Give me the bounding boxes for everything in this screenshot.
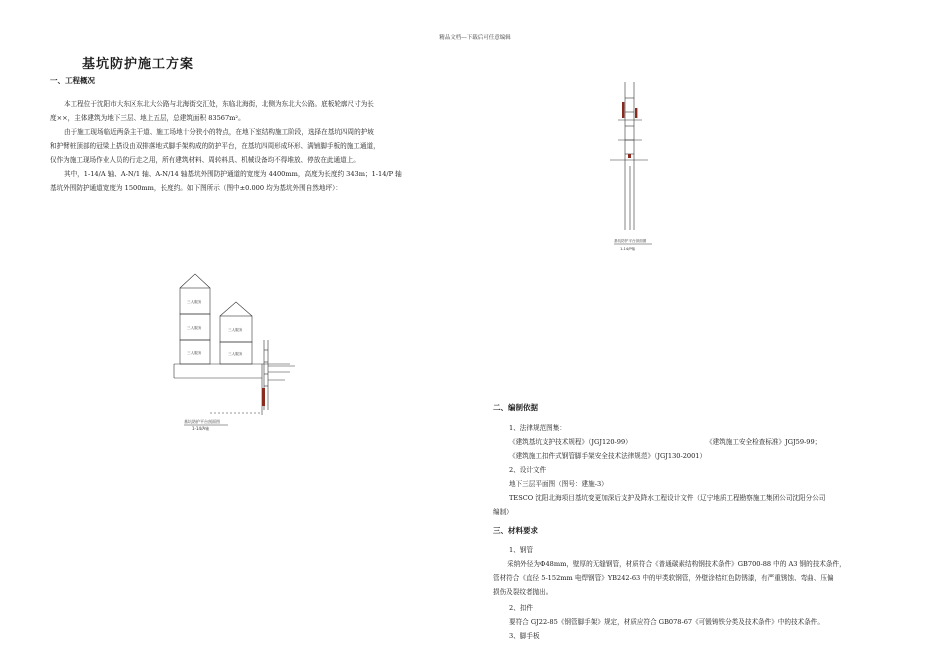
material-item1: 1、钢管 — [509, 546, 533, 554]
para3-line2: 基坑外围防护通道宽度为 1500mm，长度约。如下图所示（图中±0.000 均为基坑外围自然地坪）： — [50, 184, 342, 192]
right-section-drawing — [600, 80, 660, 265]
standard-jgj59: 《建筑施工安全检查标准》JGJ59-99； — [706, 438, 822, 446]
section1-heading: 一、工程概况 — [50, 76, 95, 85]
para2-line1: 由于施工现场临近两条主干道、施工场地十分狭小的特点，在地下室结构施工阶段，选择在基坑四周的护坡 — [64, 128, 374, 136]
room-label: 三人服务 — [228, 352, 243, 356]
basis-item1: 1、法律规范图集： — [509, 424, 566, 432]
document-title: 基坑防护施工方案 — [82, 57, 195, 72]
section1-paragraph1 — [50, 97, 374, 125]
fastener-spec: 要符合 GJ22-85《钢管脚手架》规定，材质应符合 GB078-67《可锻铸铁分类及技术条件》中的技术条件。 — [509, 618, 824, 626]
para1-line2: 度××，主体建筑为地下三层、地上五层，总建筑面积 83567m²。 — [50, 114, 245, 122]
section2-heading: 二、编制依据 — [493, 403, 538, 412]
room-label: 三人服务 — [187, 351, 202, 355]
section1-paragraph3 — [50, 167, 402, 195]
left-section-drawing — [170, 270, 300, 435]
section1-paragraph2 — [50, 125, 380, 167]
steel-line3: 损伤及裂纹者抛出。 — [493, 588, 553, 596]
left-drawing-caption: 基坑防护平台剖面图 — [184, 419, 220, 424]
para2-line3: 仅作为施工现场作业人员的行走之用，所有建筑材料、周转料具、机械设备均不得堆放、停放在此通道上。 — [50, 156, 360, 164]
steel-pipe-spec — [493, 557, 846, 599]
material-item3: 3、脚手板 — [509, 632, 540, 640]
room-label: 三人服务 — [187, 300, 202, 304]
room-label: 三人服务 — [228, 328, 243, 332]
basis-item2: 2、设计文件 — [509, 466, 547, 474]
design-doc2-line2: 编制） — [493, 508, 513, 516]
room-label: 三人服务 — [187, 326, 202, 330]
right-drawing-caption: 基坑防护平台剖面图 — [614, 239, 647, 243]
para3-line1: 其中，1-14/A 轴、A-N/1 轴、A-N/14 轴基坑外围防护通道的宽度为 4400mm，高度为长度约 343m；1-14/P 轴 — [64, 170, 402, 178]
steel-line1: 采纳外径为Ф48mm，壁厚的无缝钢管，材质符合《普通碳素结构钢技术条件》GB700-88 中的 A3 钢的技术条件， — [507, 560, 846, 568]
design-doc1: 地下三层平面图（图号：建施-3） — [509, 480, 608, 488]
steel-line2: 管材符合《直径 5-152mm 电焊钢管》YB242-63 中的甲类软钢管，外壁涂桔红色防锈漆，有严重锈蚀、弯曲、压偏 — [493, 574, 834, 582]
para2-line2: 和护臂桩顶部的冠梁上搭设由双排落地式脚手架构成的防护平台，在基坑四周形成环形、满铺脚手板的施工通道， — [50, 142, 380, 150]
section3-heading: 三、材料要求 — [493, 526, 538, 535]
material-item2: 2、扣件 — [509, 604, 533, 612]
design-doc2-line1: TESCO 沈阳北海项目基坑变更加深后支护及降水工程设计文件（辽宁地质工程勘察施工集团公司沈阳分公司 — [509, 494, 826, 502]
left-drawing-axis: 1-14/A轴 — [192, 426, 210, 431]
page-header: 精品文档---下载后可任意编辑 — [439, 35, 511, 41]
standard-jgj120: 《建筑基坑支护技术规程》（JGJ120-99） — [509, 438, 632, 446]
right-drawing-axis: 1-14/P轴 — [620, 247, 636, 251]
para1-line1: 本工程位于沈阳市大东区东北大公路与北海街交汇处，东临北海街，北侧为东北大公路。底板轮廓尺寸为长 — [64, 100, 374, 108]
standard-jgj130: 《建筑施工扣件式钢管脚手架安全技术法律规范》（JGJ130-2001） — [509, 452, 707, 460]
